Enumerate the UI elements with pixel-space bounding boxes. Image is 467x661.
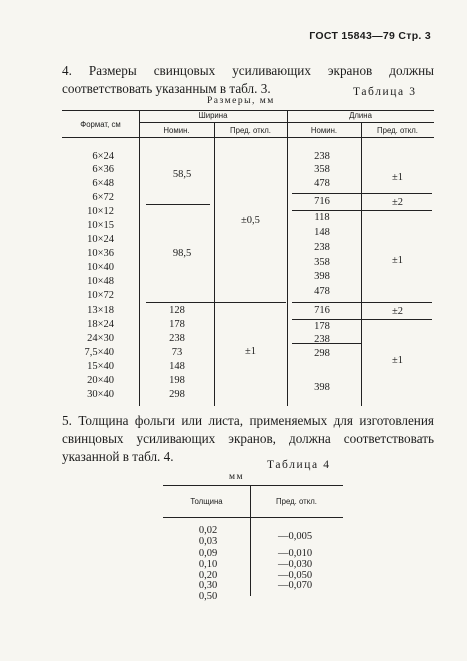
table-3-title: Таблица 3: [353, 86, 417, 98]
width-nominal-cell: 148: [169, 361, 185, 372]
page-header: ГОСТ 15843—79 Стр. 3: [309, 30, 431, 42]
width-nominal-cell: 128: [169, 305, 185, 316]
deviation-cell: —0,070: [277, 580, 313, 591]
length-nominal-cell: 478: [314, 178, 330, 189]
table-3-col-divider: [139, 110, 140, 406]
header-width-nominal: Номин.: [163, 126, 190, 135]
width-deviation-cell: ±1: [244, 346, 256, 357]
length-deviation-cell: ±2: [391, 197, 403, 208]
header-length-nominal: Номин.: [310, 126, 338, 135]
table-4-title: Таблица 4: [267, 459, 331, 471]
deviation-cell: —0,010: [277, 548, 313, 559]
format-cell: 10×12: [87, 206, 114, 217]
format-cell: 20×40: [87, 375, 114, 386]
length-nominal-cell: 238: [314, 242, 330, 253]
format-cell: 10×15: [87, 220, 114, 231]
header-width-deviation: Пред. откл.: [230, 126, 271, 135]
width-deviation-cell: ±0,5: [241, 215, 260, 226]
format-cell: 15×40: [87, 361, 114, 372]
header-thickness: Толщина: [190, 497, 223, 506]
width-nominal-cell: 198: [169, 375, 185, 386]
length-nominal-cell: 178: [314, 321, 330, 332]
length-nominal-cell: 298: [314, 348, 330, 359]
width-nominal-cell: 178: [169, 319, 185, 330]
format-cell: 6×48: [92, 178, 114, 189]
format-cell: 6×36: [92, 164, 114, 175]
thickness-cell: 0,20: [198, 570, 218, 581]
deviation-cell: —0,030: [277, 559, 313, 570]
table-3-header-rule: [62, 137, 434, 138]
width-nominal-cell: 73: [171, 347, 183, 358]
group-rule: [292, 319, 432, 320]
format-cell: 6×24: [92, 151, 114, 162]
length-nominal-cell: 148: [314, 227, 330, 238]
length-nominal-cell: 118: [314, 212, 330, 223]
length-nominal-cell: 716: [314, 196, 330, 207]
group-rule: [292, 302, 432, 303]
format-cell: 18×24: [87, 319, 114, 330]
header-length-deviation: Пред. откл.: [377, 126, 418, 135]
table-4-unit: мм: [229, 472, 245, 482]
width-nominal-cell: 238: [169, 333, 185, 344]
format-cell: 10×24: [87, 234, 114, 245]
length-nominal-cell: 358: [314, 257, 330, 268]
format-cell: 10×40: [87, 262, 114, 273]
format-cell: 10×48: [87, 276, 114, 287]
length-nominal-cell: 238: [314, 151, 330, 162]
header-width: Ширина: [198, 111, 228, 120]
header-deviation: Пред. откл.: [276, 497, 317, 506]
group-rule: [146, 204, 210, 205]
format-cell: 30×40: [87, 389, 114, 400]
table-3-subtitle: Размеры, мм: [207, 96, 275, 106]
format-cell: 7,5×40: [84, 347, 114, 358]
length-nominal-cell: 398: [314, 271, 330, 282]
deviation-cell: —0,050: [277, 570, 313, 581]
width-nominal-cell: 298: [169, 389, 185, 400]
header-length: Длина: [349, 111, 372, 120]
format-cell: 24×30: [87, 333, 114, 344]
paragraph-5: 5. Толщина фольги или листа, применяемых для изготовления свинцовых усиливающих экранов, должна соответствовать указанной в табл. 4.: [62, 413, 434, 464]
thickness-cell: 0,30: [198, 580, 218, 591]
group-rule: [146, 302, 286, 303]
format-cell: 13×18: [87, 305, 114, 316]
length-deviation-cell: ±1: [391, 255, 403, 266]
table-4-top-rule: [163, 485, 343, 486]
deviation-cell: —0,005: [277, 531, 313, 542]
format-cell: 6×72: [92, 192, 114, 203]
format-cell: 10×72: [87, 290, 114, 301]
group-rule: [292, 210, 432, 211]
length-nominal-cell: 716: [314, 305, 330, 316]
thickness-cell: 0,50: [198, 591, 218, 602]
thickness-cell: 0,02: [198, 525, 218, 536]
header-format: Формат, см: [80, 120, 121, 129]
table-3-col-divider: [287, 110, 288, 406]
length-deviation-cell: ±1: [391, 355, 403, 366]
group-rule: [292, 193, 432, 194]
width-nominal-cell: 98,5: [172, 248, 192, 259]
width-nominal-cell: 58,5: [172, 169, 192, 180]
table-3-col-divider: [214, 122, 215, 406]
length-nominal-cell: 358: [314, 164, 330, 175]
paragraph-4: 4. Размеры свинцовых усиливающих экранов должны соответствовать указанным в табл. 3.: [62, 63, 434, 96]
length-deviation-cell: ±1: [391, 172, 403, 183]
format-cell: 10×36: [87, 248, 114, 259]
thickness-cell: 0,10: [198, 559, 218, 570]
length-deviation-cell: ±2: [391, 306, 403, 317]
thickness-cell: 0,09: [198, 548, 218, 559]
length-nominal-cell: 238: [314, 334, 330, 345]
thickness-cell: 0,03: [198, 536, 218, 547]
length-nominal-cell: 398: [314, 382, 330, 393]
length-nominal-cell: 478: [314, 286, 330, 297]
table-4-header-rule: [163, 517, 343, 518]
